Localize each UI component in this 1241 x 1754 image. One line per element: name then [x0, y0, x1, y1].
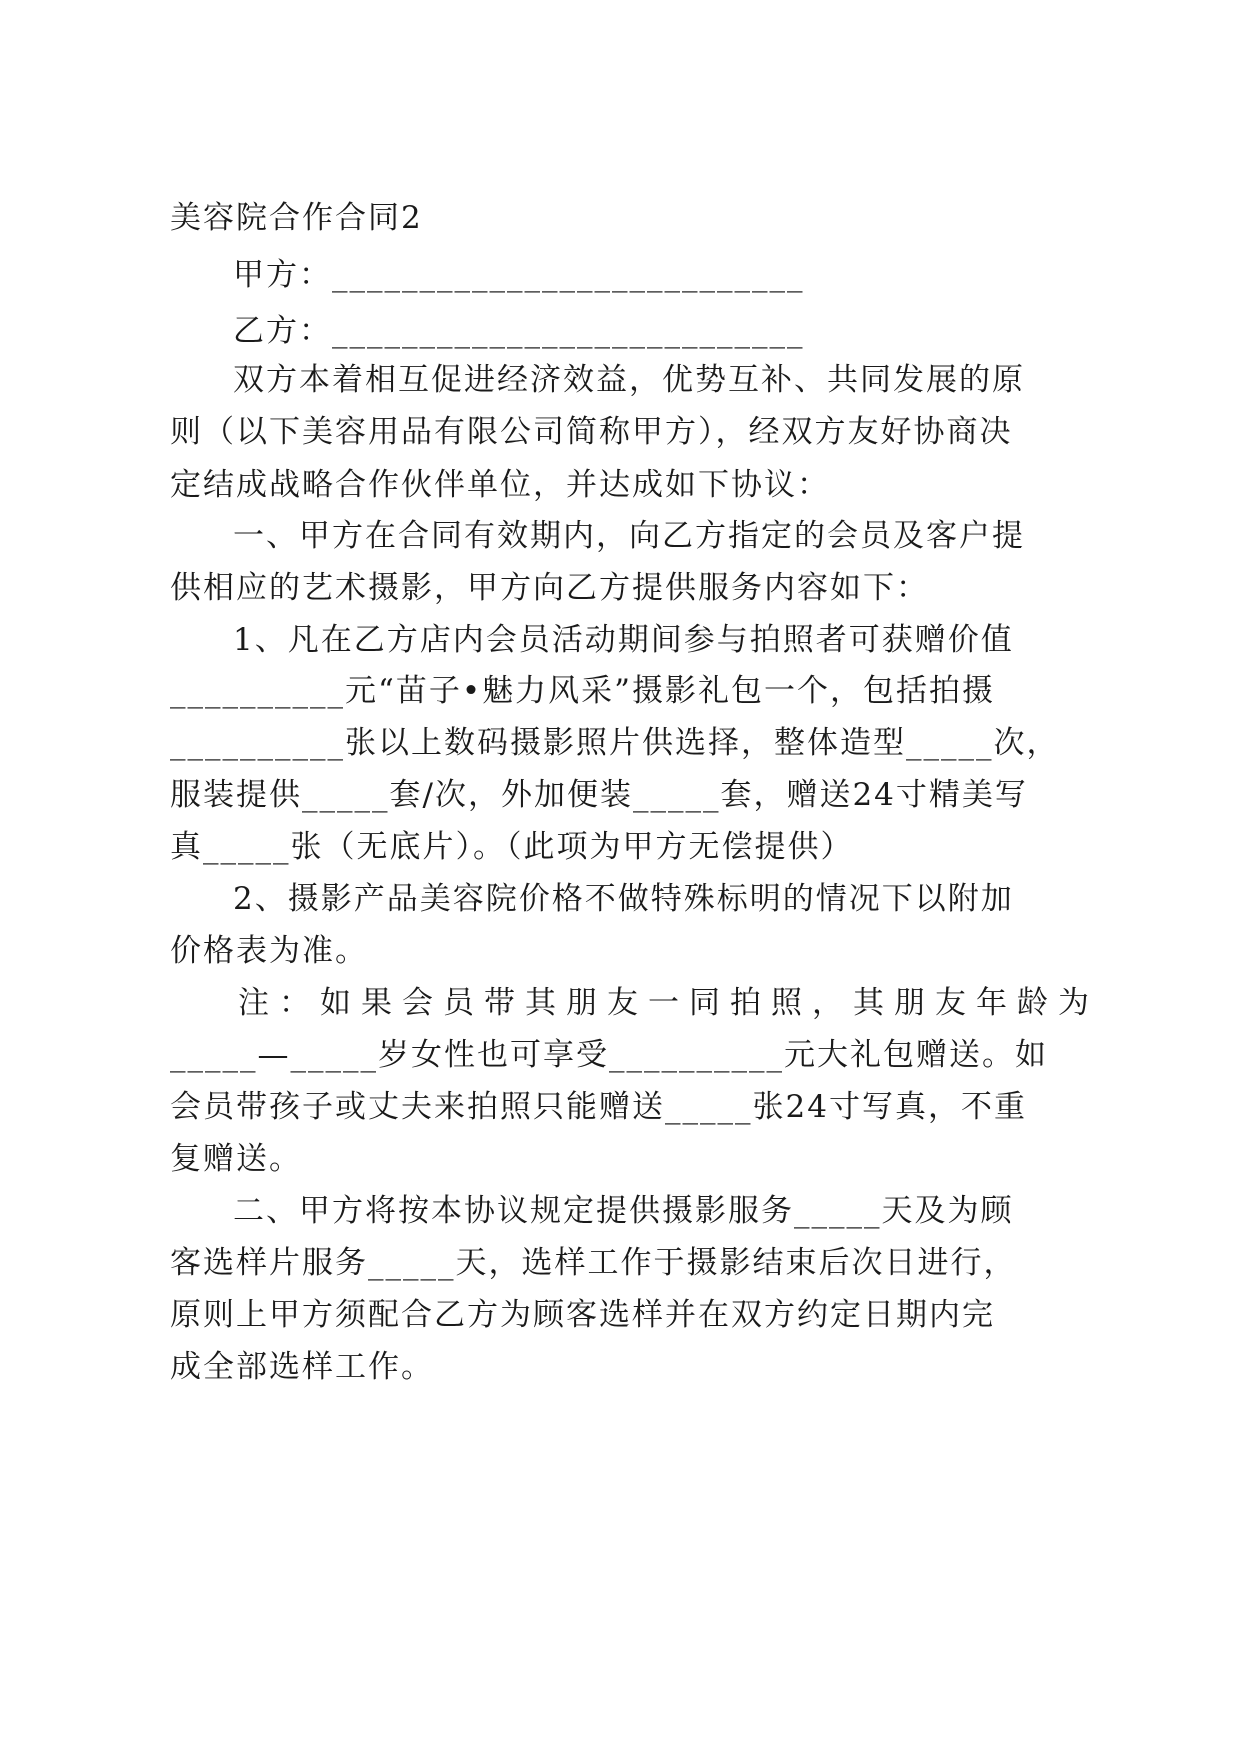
paragraph-line: 客选样片服务_____天，选样工作于摄影结束后次日进行， [170, 1245, 1017, 1281]
paragraph-line: 复赠送。 [170, 1141, 302, 1177]
party-b-line: 乙方：___________________________ [233, 313, 805, 349]
paragraph-line: 1、凡在乙方店内会员活动期间参与拍照者可获赠价值 [233, 622, 1014, 658]
paragraph-line: 原则上甲方须配合乙方为顾客选样并在双方约定日期内完 [170, 1297, 995, 1333]
paragraph-line: 服装提供_____套/次，外加便装_____套，赠送24寸精美写 [170, 777, 1028, 813]
paragraph-line: 则（以下美容用品有限公司简称甲方），经双方友好协商决 [170, 414, 1013, 450]
document-title: 美容院合作合同2 [170, 200, 423, 236]
note-line: 注：如果会员带其朋友一同拍照，其朋友年龄为 [238, 985, 1099, 1021]
paragraph-line: 价格表为准。 [170, 933, 368, 969]
paragraph-line: 会员带孩子或丈夫来拍照只能赠送_____张24寸写真，不重 [170, 1089, 1027, 1125]
paragraph-line: 真_____张（无底片）。（此项为甲方无偿提供） [170, 829, 854, 865]
paragraph-line: 定结成战略合作伙伴单位，并达成如下协议： [170, 467, 830, 503]
paragraph-line: 二、甲方将按本协议规定提供摄影服务_____天及为顾 [233, 1193, 1014, 1229]
paragraph-line: 供相应的艺术摄影，甲方向乙方提供服务内容如下： [170, 570, 929, 606]
paragraph-line: 双方本着相互促进经济效益，优势互补、共同发展的原 [233, 362, 1025, 398]
paragraph-line: _____—_____岁女性也可享受__________元大礼包赠送。如 [170, 1037, 1048, 1073]
paragraph-line: __________张以上数码摄影照片供选择，整体造型_____次， [170, 725, 1060, 761]
paragraph-line: 成全部选样工作。 [170, 1349, 434, 1385]
party-a-line: 甲方：___________________________ [233, 257, 805, 293]
paragraph-line: __________元“苗子•魅力风采”摄影礼包一个，包括拍摄 [170, 673, 995, 709]
paragraph-line: 一、甲方在合同有效期内，向乙方指定的会员及客户提 [233, 518, 1025, 554]
paragraph-line: 2、摄影产品美容院价格不做特殊标明的情况下以附加 [233, 881, 1014, 917]
